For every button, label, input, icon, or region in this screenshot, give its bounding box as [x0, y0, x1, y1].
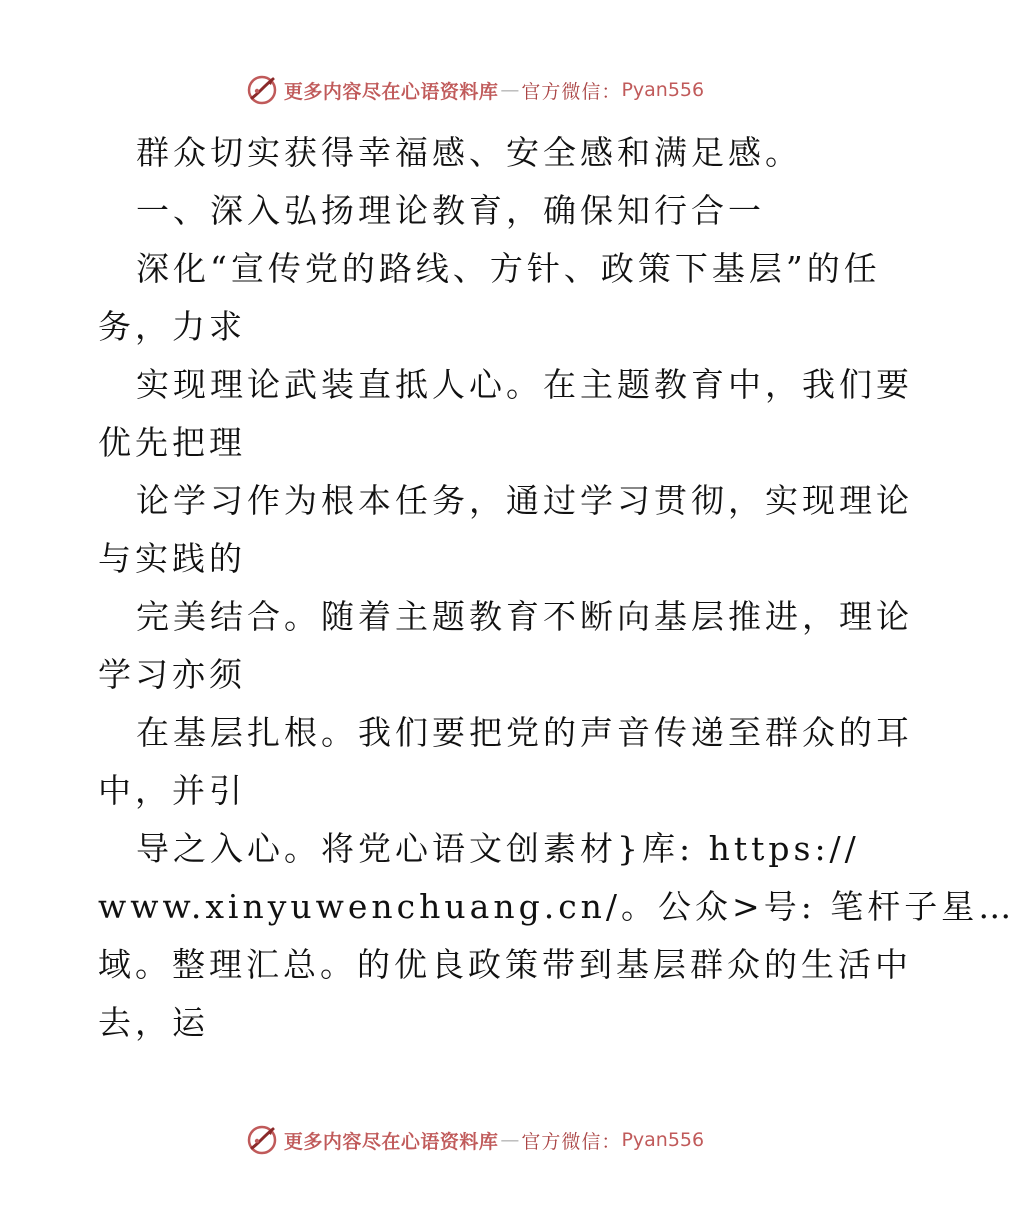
body-line: 与实践的 [98, 539, 246, 578]
body-line: 中，并引 [98, 771, 246, 810]
body-line: 群众切实获得幸福感、安全感和满足感。 [136, 133, 802, 172]
body-line: 论学习作为根本任务，通过学习贯彻，实现理论 [136, 481, 913, 520]
header-account-id: Pyan556 [621, 79, 705, 101]
header-watermark [0, 70, 950, 110]
body-line: 深化“宣传党的路线、方针、政策下基层”的任 [136, 249, 881, 288]
body-line: 导之入心。将党心语文创素材}库: https:// [136, 829, 860, 868]
body-line: 域。整理汇总。的优良政策带到基层群众的生活中 [98, 945, 912, 984]
header-brand-text: 更多内容尽在心语资料库 [283, 80, 499, 103]
footer-wechat-label: 官方微信： [521, 1130, 622, 1153]
section-heading: 一、深入弘扬理论教育，确保知行合一 [136, 191, 765, 230]
body-line: 完美结合。随着主题教育不断向基层推进，理论 [136, 597, 913, 636]
header-wechat-label: 官方微信： [521, 80, 622, 103]
footer-separator: — [500, 1129, 520, 1151]
body-line: 在基层扎根。我们要把党的声音传递至群众的耳 [136, 713, 913, 752]
footer-brand-text: 更多内容尽在心语资料库 [283, 1130, 499, 1153]
body-line: www.xinyuwenchuang.cn/。公众>号: 笔杆子星… [98, 887, 1015, 926]
body-line: 优先把理 [98, 423, 246, 462]
body-line: 务，力求 [98, 307, 246, 346]
footer-account-id: Pyan556 [621, 1129, 705, 1151]
body-line: 学习亦须 [98, 655, 246, 694]
body-line: 实现理论武装直抵人心。在主题教育中，我们要 [136, 365, 913, 404]
document-body [98, 124, 1015, 1052]
body-line: 去，运 [98, 1003, 209, 1042]
pen-circle-logo-icon [246, 1124, 278, 1156]
footer-watermark [0, 1120, 950, 1160]
header-separator: — [500, 79, 520, 101]
pen-circle-logo-icon [246, 74, 278, 106]
